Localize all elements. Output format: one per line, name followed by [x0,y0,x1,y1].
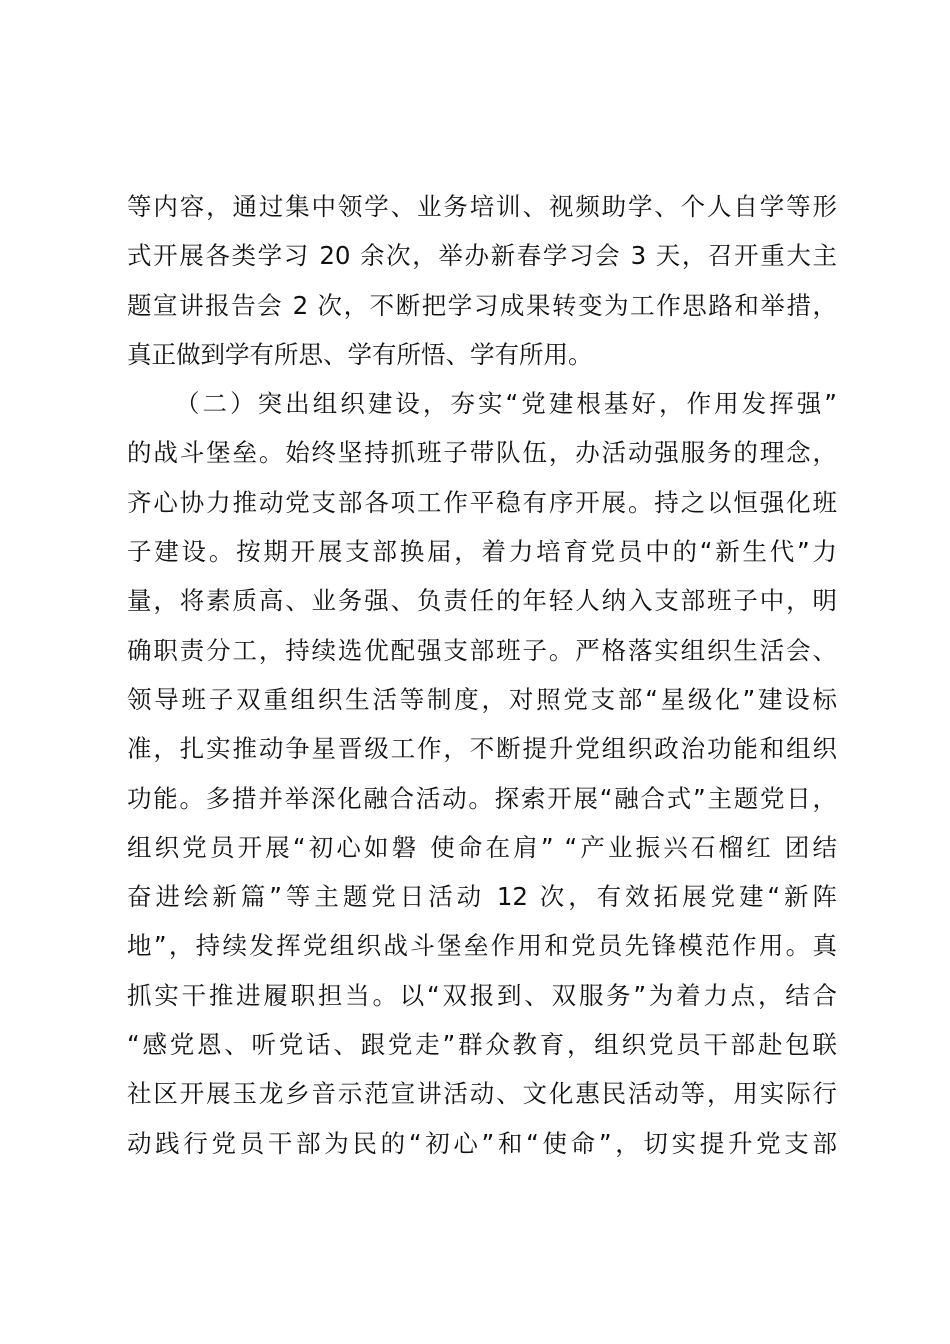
text-line: 功能。多措并举深化融合活动。探索开展“融合式”主题党日， [127,783,837,813]
text-line: 等内容，通过集中领学、业务培训、视频助学、个人自学等形 [127,192,837,221]
text-line: 齐心协力推动党支部各项工作平稳有序开展。持之以恒强化班 [127,487,837,517]
text-line: 真正做到学有所思、学有所悟、学有所用。 [127,339,593,369]
text-line: “感党恩、听党话、跟党走”群众教育，组织党员干部赴包联 [127,1030,837,1060]
text-line: 式开展各类学习 20 余次，举办新春学习会 3 天，召开重大主 [127,241,837,271]
text-line: 量，将素质高、业务强、负责任的年轻人纳入支部班子中，明 [127,586,837,616]
text-line: 动践行党员干部为民的“初心”和“使命”，切实提升党支部 [127,1128,837,1158]
text-line: 社区开展玉龙乡音示范宣讲活动、文化惠民活动等，用实际行 [127,1079,837,1109]
text-line: 地”，持续发挥党组织战斗堡垒作用和党员先锋模范作用。真 [127,931,837,961]
text-line: 题宣讲报告会 2 次，不断把学习成果转变为工作思路和举措， [127,290,837,320]
text-line: 抓实干推进履职担当。以“双报到、双服务”为着力点，结合 [127,980,837,1010]
text-line: 的战斗堡垒。始终坚持抓班子带队伍，办活动强服务的理念， [127,438,837,468]
text-line: 领导班子双重组织生活等制度，对照党支部“星级化”建设标 [127,684,837,714]
text-line: 子建设。按期开展支部换届，着力培育党员中的“新生代”力 [127,537,837,567]
text-line: 确职责分工，持续选优配强支部班子。严格落实组织生活会、 [127,635,837,665]
text-line: 组织党员开展“初心如磐 使命在肩” “产业振兴石榴红 团结 [127,832,837,862]
body-text [127,182,837,1168]
section-heading-line: （二）突出组织建设，夯实“党建根基好，作用发挥强” [175,389,837,419]
text-line: 准，扎实推动争星晋级工作，不断提升党组织政治功能和组织 [127,734,837,764]
text-line: 奋进绘新篇”等主题党日活动 12 次，有效拓展党建“新阵 [127,882,837,912]
